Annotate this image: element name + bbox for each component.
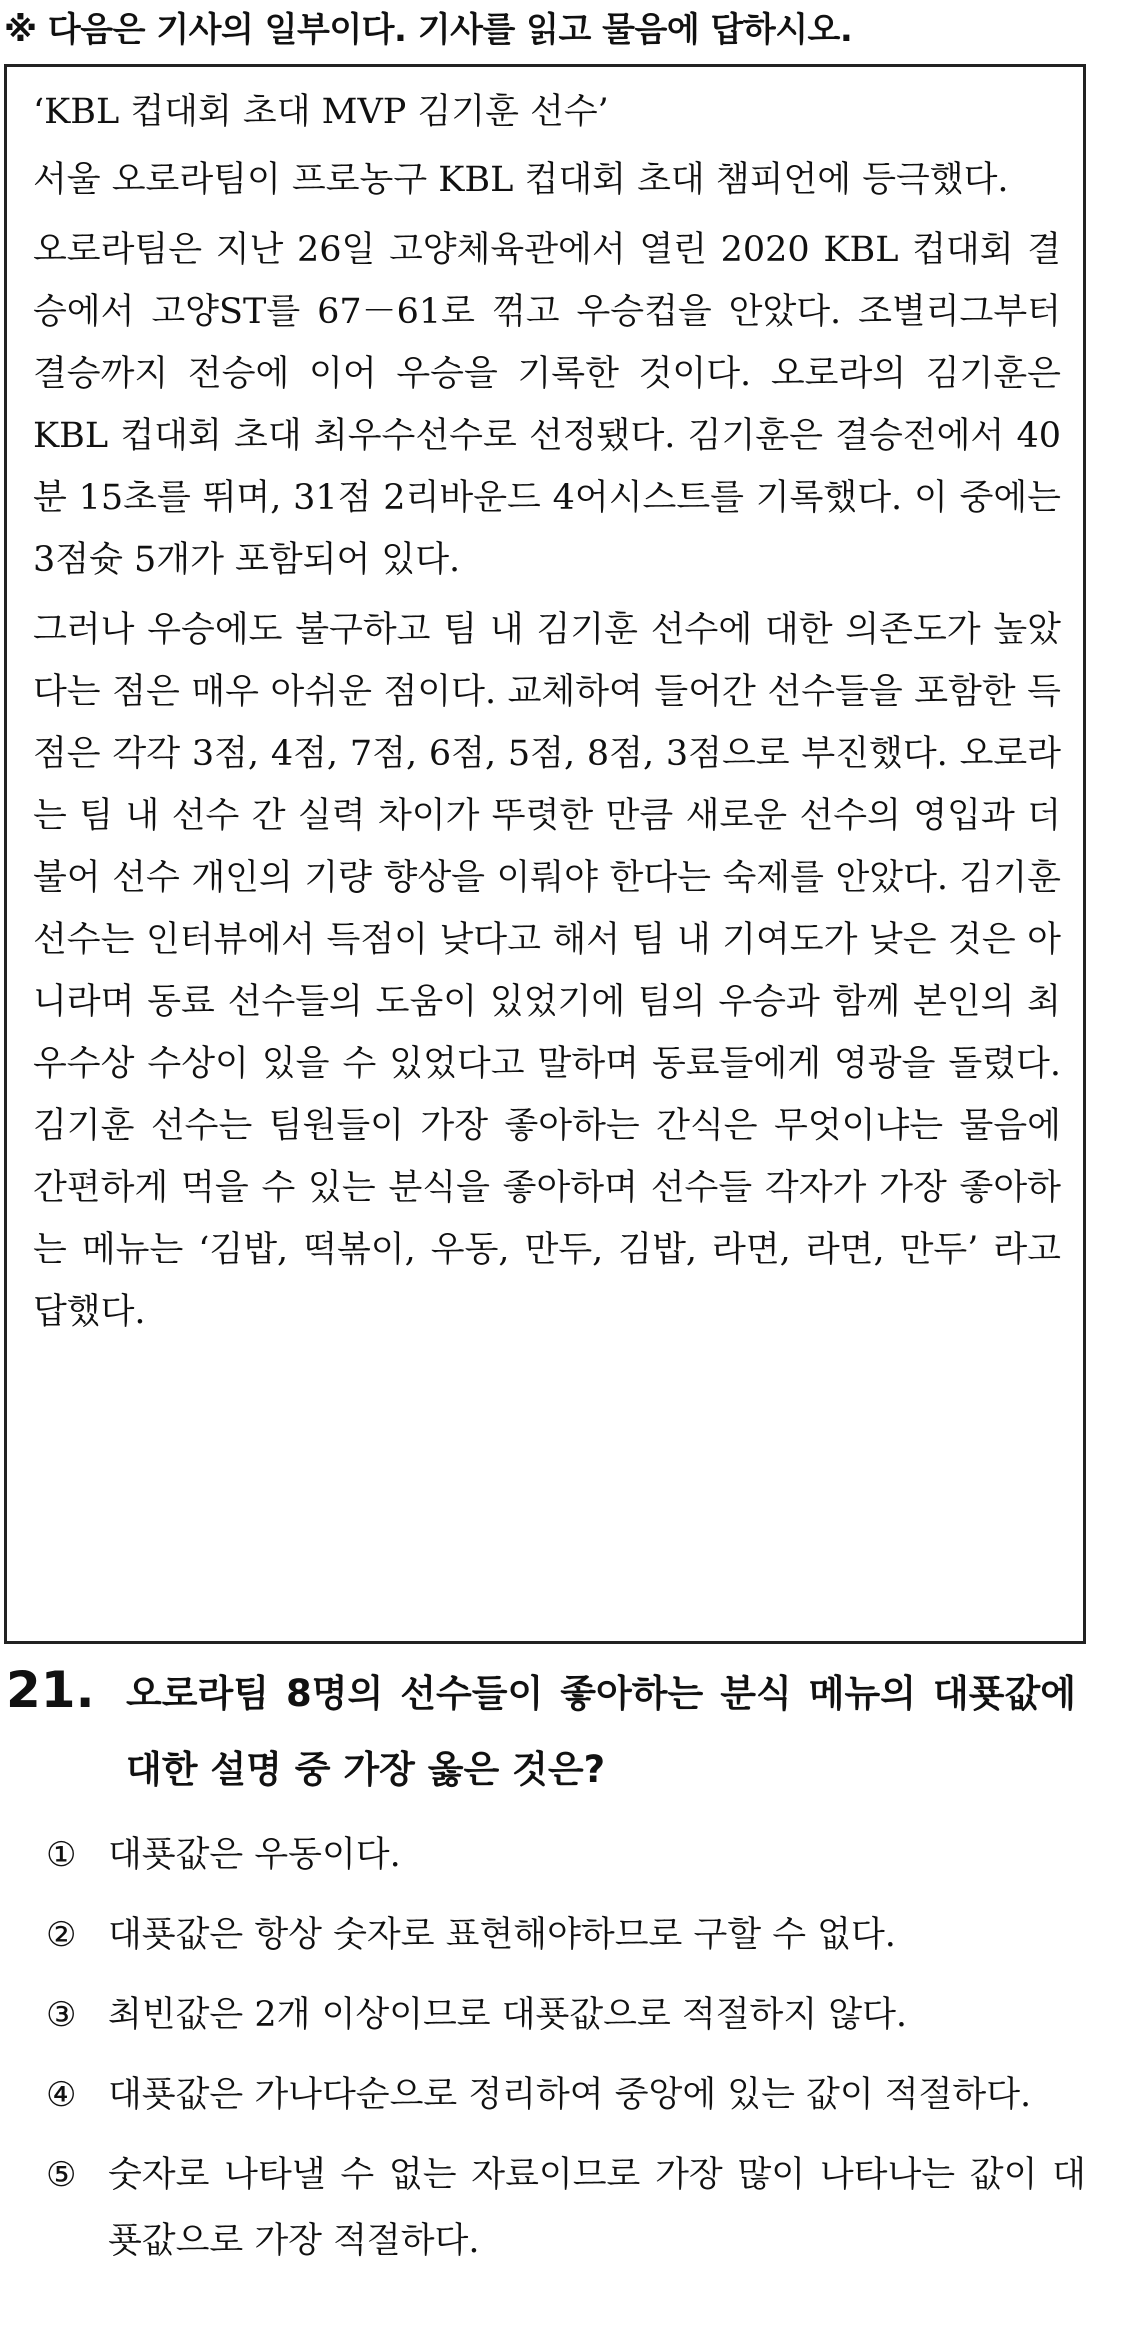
option-marker: ②: [46, 1915, 77, 1955]
article-paragraph: 서울 오로라팀이 프로농구 KBL 컵대회 초대 챔피언에 등극했다.: [33, 160, 1009, 200]
article-box: [4, 64, 1086, 1644]
answer-option[interactable]: [46, 2062, 1086, 2128]
article-paragraph: 오로라팀은 지난 26일 고양체육관에서 열린 2020 KBL 컵대회 결승에서 고양ST를 67－61로 꺾고 우승컵을 안았다. 조별리그부터 결승까지 전승에 이어 우승을 기록한 것이다. 오로라의 김기훈은 KBL 컵대회 초대 최우수선수로 선정됐다. 김기훈은 결승전에서 40분 15초를 뛰며, 31점 2리바운드 4어시스트를 기록했다. 이 중에는 3점슛 5개가 포함되어 있다.: [33, 230, 1061, 580]
option-marker: ⑤: [46, 2155, 77, 2195]
question-number: 21.: [6, 1661, 95, 1719]
answer-option[interactable]: [46, 1902, 1086, 1968]
option-text: 대푯값은 우동이다.: [108, 1835, 401, 1875]
option-marker: ④: [46, 2075, 77, 2115]
option-marker: ③: [46, 1995, 77, 2035]
option-marker: ①: [46, 1835, 77, 1875]
question-text: 오로라팀 8명의 선수들이 좋아하는 분식 메뉴의 대푯값에 대한 설명 중 가장 옳은 것은?: [126, 1672, 1076, 1791]
option-text: 대푯값은 가나다순으로 정리하여 중앙에 있는 값이 적절하다.: [108, 2075, 1032, 2115]
article-title: ‘KBL 컵대회 초대 MVP 김기훈 선수’: [33, 92, 609, 132]
instruction-text: ※ 다음은 기사의 일부이다. 기사를 읽고 물음에 답하시오.: [4, 10, 853, 50]
option-text: 최빈값은 2개 이상이므로 대푯값으로 적절하지 않다.: [108, 1995, 908, 2035]
option-text: 숫자로 나타낼 수 없는 자료이므로 가장 많이 나타나는 값이 대푯값으로 가장 적절하다.: [108, 2155, 1086, 2261]
article-paragraph: 그러나 우승에도 불구하고 팀 내 김기훈 선수에 대한 의존도가 높았다는 점은 매우 아쉬운 점이다. 교체하여 들어간 선수들을 포함한 득점은 각각 3점, 4점, 7점, 6점, 5점, 8점, 3점으로 부진했다. 오로라는 팀 내 선수 간 실력 차이가 뚜렷한 만큼 새로운 선수의 영입과 더불어 선수 개인의 기량 향상을 이뤄야 한다는 숙제를 안았다. 김기훈 선수는 인터뷰에서 득점이 낮다고 해서 팀 내 기여도가 낮은 것은 아니라며 동료 선수들의 도움이 있었기에 팀의 우승과 함께 본인의 최우수상 수상이 있을 수 있었다고 말하며 동료들에게 영광을 돌렸다. 김기훈 선수는 팀원들이 가장 좋아하는 간식은 무엇이냐는 물음에 간편하게 먹을 수 있는 분식을 좋아하며 선수들 각자가 가장 좋아하는 메뉴는 ‘김밥, 떡볶이, 우동, 만두, 김밥, 라면, 라면, 만두’ 라고 답했다.: [33, 610, 1061, 1332]
answer-option[interactable]: [46, 1982, 1086, 2048]
option-text: 대푯값은 항상 숫자로 표현해야하므로 구할 수 없다.: [108, 1915, 896, 1955]
answer-option[interactable]: [46, 2142, 1086, 2274]
answer-options: [46, 1822, 1086, 2288]
answer-option[interactable]: [46, 1822, 1086, 1888]
